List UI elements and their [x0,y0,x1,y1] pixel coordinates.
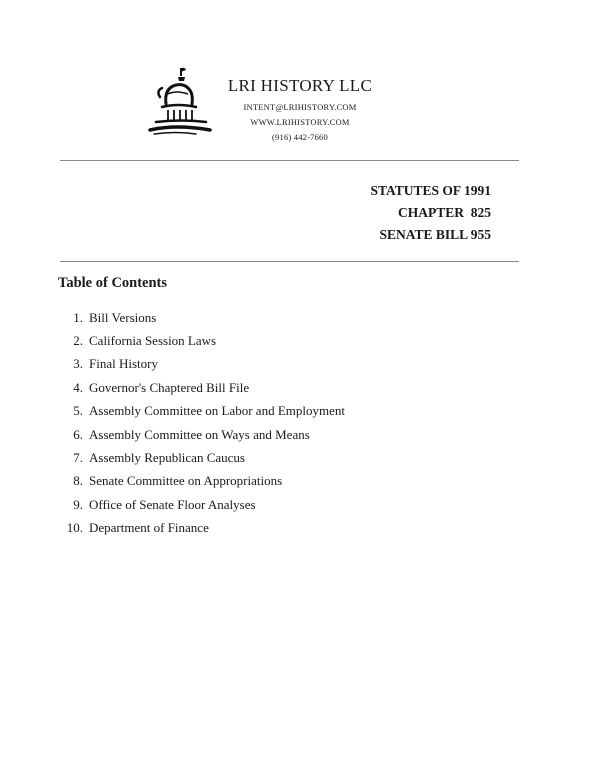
company-website: WWW.LRIHISTORY.COM [250,117,350,127]
toc-item-label: Assembly Republican Caucus [89,450,245,466]
company-phone: (916) 442-7660 [272,132,328,142]
toc-item-number: 4. [73,379,83,395]
header-divider [60,160,519,161]
toc-item-label: Department of Finance [89,520,209,536]
toc-item-label: Assembly Committee on Labor and Employment [89,403,345,419]
capitol-dome-icon [146,64,212,138]
toc-item-number: 2. [73,333,83,349]
toc-item-governor-file [58,376,345,399]
toc-item-labor-committee [58,400,345,423]
toc-item-label: Office of Senate Floor Analyses [89,496,256,512]
chapter-number: CHAPTER 825 [397,205,491,220]
toc-item-number: 6. [73,426,83,442]
toc-item-label: Governor's Chaptered Bill File [89,379,250,395]
toc-item-label: Senate Committee on Appropriations [89,473,283,489]
toc-item-label: Bill Versions [89,309,157,325]
bill-number: SENATE BILL 955 [379,227,491,242]
toc-item-label: Assembly Committee on Ways and Means [89,426,310,442]
toc-item-label: Final History [89,356,158,372]
toc-list [58,306,345,540]
toc-item-number: 3. [73,356,83,372]
toc-item-ways-means [58,423,345,446]
citation-block [370,180,491,246]
toc-item-label: California Session Laws [89,333,217,349]
toc-item-number: 9. [73,496,83,512]
citation-divider [60,261,519,262]
toc-item-number: 1. [73,309,83,325]
toc-item-number: 7. [73,450,83,466]
toc-title: Table of Contents [58,275,168,291]
toc-item-bill-versions [58,306,345,329]
toc-item-appropriations [58,470,345,493]
company-name: LRI HISTORY LLC [227,76,373,95]
company-info [222,76,378,145]
toc-item-number: 5. [73,403,83,419]
toc-item-number: 10. [66,520,83,536]
toc-item-floor-analyses [58,493,345,516]
toc-item-finance [58,517,345,540]
toc-item-republican-caucus [58,446,345,469]
toc-item-number: 8. [73,473,83,489]
statutes-year: STATUTES OF 1991 [370,183,491,198]
toc-item-session-laws [58,329,345,352]
toc-item-final-history [58,353,345,376]
company-email: INTENT@LRIHISTORY.COM [243,102,357,112]
